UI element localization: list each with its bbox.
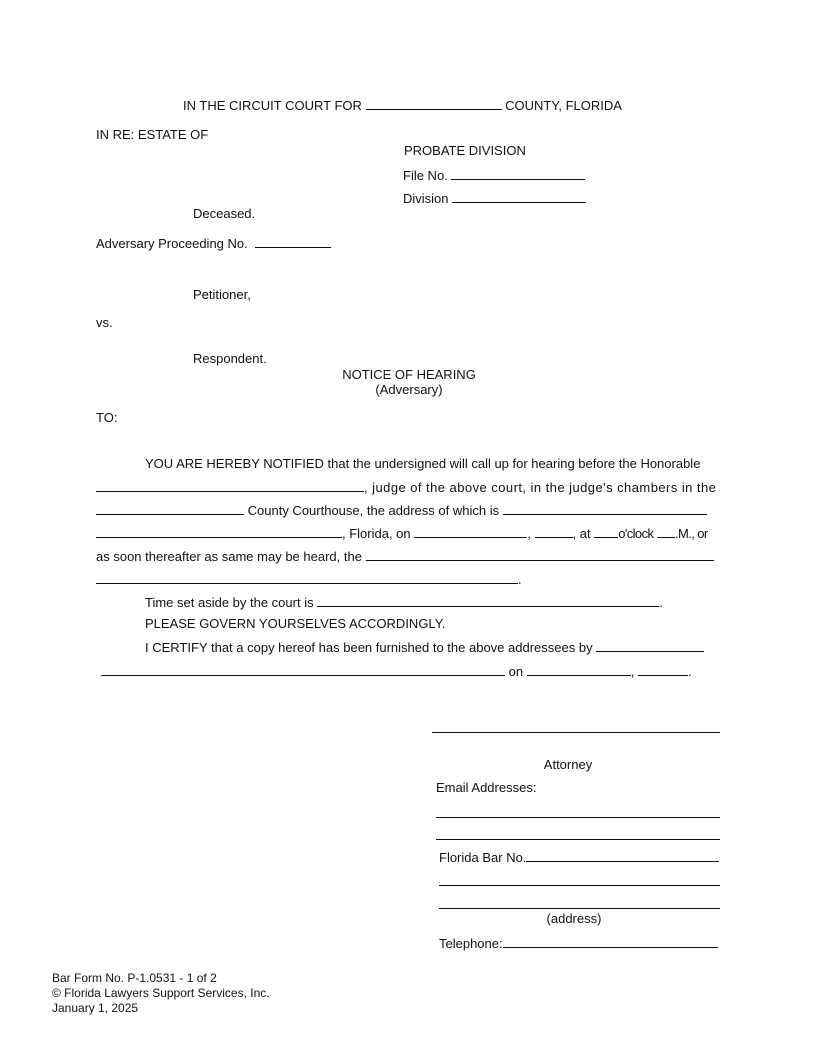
am-pm-blank[interactable] <box>657 525 675 538</box>
govern-text: PLEASE GOVERN YOURSELVES ACCORDINGLY. <box>145 616 446 631</box>
hearing-matter-blank[interactable] <box>366 548 714 561</box>
body-line-4 <box>96 525 721 542</box>
time-set-blank[interactable] <box>317 594 659 607</box>
body-line-3-text: County Courthouse, the address of which is <box>247 503 500 518</box>
hearing-date-blank[interactable] <box>414 525 527 538</box>
body-line-5-text: as soon thereafter as same may be heard, the <box>96 549 362 564</box>
certify-date-blank[interactable] <box>527 663 631 676</box>
body-line-3 <box>96 502 721 519</box>
notice-subtitle: (Adversary) <box>375 382 443 397</box>
body-line-6 <box>96 571 721 588</box>
division-label: Division <box>403 191 449 206</box>
body-line-6-end: . <box>518 572 522 587</box>
body-line-2-text: , judge of the above court, in the judge's chambers in the <box>364 480 717 495</box>
petitioner-label: Petitioner, <box>193 287 251 302</box>
certify-on: on <box>508 664 524 679</box>
court-header-prefix: IN THE CIRCUIT COURT FOR <box>183 98 362 113</box>
courthouse-address-blank[interactable] <box>503 502 707 515</box>
telephone-label: Telephone: <box>439 936 503 951</box>
court-header-suffix: COUNTY, FLORIDA <box>505 98 622 113</box>
body-line-4-at: , at <box>572 526 591 541</box>
certify-party-blank[interactable] <box>101 663 505 676</box>
certify-comma: , <box>630 664 635 679</box>
body-line-4-oclock: o'clock <box>618 526 654 541</box>
deceased-label: Deceased. <box>193 206 256 221</box>
county-courthouse-blank[interactable] <box>96 502 244 515</box>
bar-no-label: Florida Bar No. <box>439 850 527 865</box>
address-cont-blank[interactable] <box>96 525 342 538</box>
body-line-4-text: , Florida, on <box>342 526 411 541</box>
telephone-row <box>439 935 718 952</box>
division-blank[interactable] <box>452 190 586 203</box>
email-line-2[interactable] <box>436 839 720 840</box>
hearing-year-blank[interactable] <box>535 525 573 538</box>
file-no-label: File No. <box>403 168 448 183</box>
vs-label: vs. <box>96 315 113 330</box>
address-line-2[interactable] <box>439 908 720 909</box>
bar-no-row <box>439 849 719 866</box>
file-no-blank[interactable] <box>451 167 585 180</box>
file-no-row <box>403 167 585 184</box>
body-line-2 <box>96 479 721 496</box>
body-line-4-m: .M., or <box>675 526 708 541</box>
certify-row-2 <box>101 663 692 680</box>
notice-title: NOTICE OF HEARING <box>342 367 476 382</box>
hearing-matter-cont-blank[interactable] <box>96 571 518 584</box>
to-label: TO: <box>96 410 118 425</box>
hearing-hour-blank[interactable] <box>594 525 618 538</box>
attorney-label: Attorney <box>543 757 593 772</box>
certify-text: I CERTIFY that a copy hereof has been furnished to the above addressees by <box>145 640 593 655</box>
certify-end: . <box>687 664 692 679</box>
county-blank[interactable] <box>366 97 502 110</box>
body-line-4-comma: , <box>527 526 531 541</box>
body-line-5 <box>96 548 721 565</box>
adversary-blank[interactable] <box>255 235 331 248</box>
certify-year-blank[interactable] <box>638 663 688 676</box>
footer-copyright: © Florida Lawyers Support Services, Inc. <box>52 986 270 1000</box>
in-re-estate: IN RE: ESTATE OF <box>96 127 209 142</box>
court-header <box>183 97 622 114</box>
time-set-label: Time set aside by the court is <box>145 595 314 610</box>
time-set-end: . <box>659 595 663 610</box>
email-label: Email Addresses: <box>436 780 537 795</box>
address-line-1[interactable] <box>439 885 720 886</box>
probate-division: PROBATE DIVISION <box>404 143 526 158</box>
attorney-signature-line[interactable] <box>432 732 720 733</box>
body-line-1: YOU ARE HEREBY NOTIFIED that the undersigned will call up for hearing before the Honorable <box>145 456 701 471</box>
footer-date: January 1, 2025 <box>52 1001 139 1015</box>
adversary-label: Adversary Proceeding No. <box>96 236 248 251</box>
division-row <box>403 190 586 207</box>
footer-form-no: Bar Form No. P-1.0531 - 1 of 2 <box>52 971 217 985</box>
adversary-row <box>96 235 331 252</box>
email-line-1[interactable] <box>436 817 720 818</box>
respondent-label: Respondent. <box>193 351 267 366</box>
certify-method-blank[interactable] <box>596 639 704 652</box>
bar-no-blank[interactable] <box>526 849 719 862</box>
address-label: (address) <box>546 911 602 926</box>
judge-name-blank[interactable] <box>96 479 364 492</box>
certify-row <box>145 639 704 656</box>
telephone-blank[interactable] <box>503 935 718 948</box>
time-set-row <box>145 594 663 611</box>
